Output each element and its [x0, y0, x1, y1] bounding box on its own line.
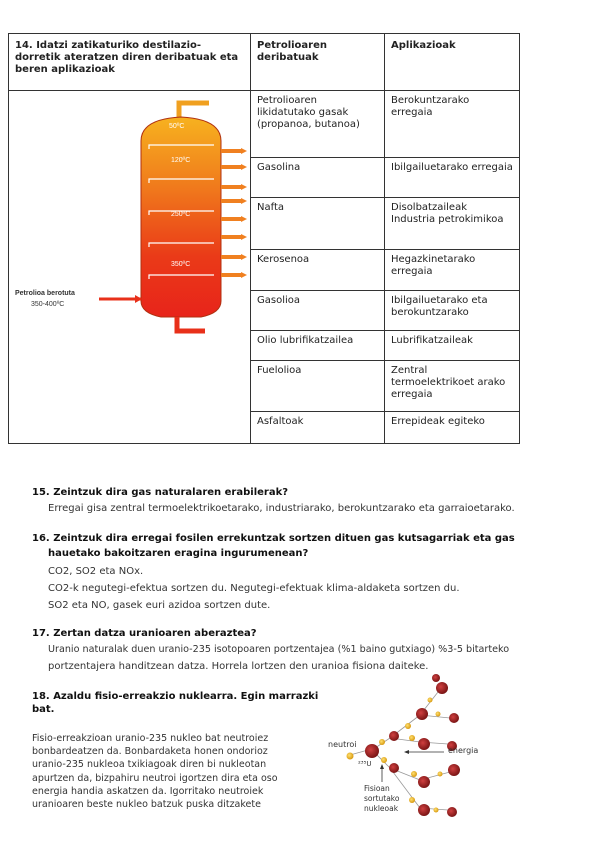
energy-label: energia [448, 746, 479, 755]
question-18-line-2: bat. [32, 704, 55, 715]
question-16-line-2: hauetako bakoitzaren eragina ingurumenean? [48, 548, 309, 559]
question-17: 17. Zertan datza uranioaren aberaztea? [32, 628, 257, 639]
derivative-cell: Gasolina [251, 157, 385, 197]
temp-label-2: 120ºC [171, 157, 191, 164]
header-derivatives: Petrolioaren deribatuak [251, 34, 385, 91]
header-applications: Aplikazioak [385, 34, 520, 91]
answer-18-line: bonbardeatzen da. Bonbardaketa honen ondorioz [32, 746, 268, 758]
derivative-cell: Nafta [251, 197, 385, 249]
answer-15: Erregai gisa zentral termoelektrikoetarako, industriarako, berokuntzarako eta garraioetarako. [48, 503, 515, 514]
bottom-pipe [177, 317, 205, 331]
temp-label-3: 250ºC [171, 211, 191, 218]
fragments-label-line: sortutako [364, 794, 400, 803]
fragments-arrow-head [380, 764, 384, 769]
feed-label: Petrolioa berotuta [15, 290, 75, 297]
application-cell: Errepideak egiteko [385, 411, 520, 443]
temp-label-1: 50ºC [169, 123, 185, 130]
answer-16-line-3: SO2 eta NO, gasek euri azidoa sortzen dute. [48, 600, 271, 611]
energy-arrow-head [404, 750, 409, 754]
question-16-line-1: 16. Zeintzuk dira erregai fosilen errekuntzak sortzen dituen gas kutsagarriak eta gas [32, 533, 515, 544]
top-pipe [179, 103, 209, 119]
answer-17-line-2: portzentajera handitzean datza. Horrela lortzen den uranioa fisiona daiteke. [48, 661, 429, 672]
fragments-label-line: Fisioan [364, 784, 390, 793]
application-cell: Lubrifikatzaileak [385, 330, 520, 360]
table-header-row [9, 34, 520, 91]
derivative-cell: Olio lubrifikatzailea [251, 330, 385, 360]
feed-temp-label: 350-400ºC [31, 301, 65, 308]
answer-18 [32, 732, 278, 811]
answer-18-line: uranio-235 nukleoa txikiagoak diren bi nukleotan [32, 759, 267, 771]
fragments-label [364, 784, 399, 814]
outlet-pipes [221, 151, 241, 275]
application-cell: Zentral termoelektrikoet arako erregaia [385, 361, 520, 411]
answer-17-line-1: Uranio naturalak duen uranio-235 isotopoaren portzentajea (%1 baino gutxiago) %3-5 bitarteko [48, 644, 510, 655]
application-cell: Hegazkinetarako erregaia [385, 250, 520, 290]
application-cell: Ibilgailuetarako eta berokuntzarako [385, 290, 520, 330]
uranium-label: ²³⁵U [358, 760, 372, 768]
application-cell: Disolbatzaileak Industria petrokimikoa [385, 197, 520, 249]
derivative-cell: Fuelolioa [251, 361, 385, 411]
answer-18-line: apurtzen da, bizpahiru neutroi igortzen dira eta oso [32, 772, 278, 784]
table-row [9, 91, 520, 158]
answer-16-line-2: CO2-k negutegi-efektua sortzen du. Negutegi-efektuak klima-aldaketa sortzen du. [48, 583, 460, 594]
derivative-cell: Kerosenoa [251, 250, 385, 290]
derivatives-table [8, 33, 520, 444]
question-15: 15. Zeintzuk dira gas naturalaren erabilerak? [32, 487, 289, 498]
distillation-column-diagram [9, 91, 249, 443]
question-14: 14. Idatzi zatikaturiko destilazio-dorretik ateratzen diren deribatuak eta beren aplikazioak [9, 34, 251, 91]
question-18-line-1: 18. Azaldu fisio-erreakzio nuklearra. Egin marrazki [32, 691, 319, 702]
answer-16-line-1: CO2, SO2 eta NOx. [48, 566, 144, 577]
temp-label-4: 350ºC [171, 261, 191, 268]
application-cell: Berokuntzarako erregaia [385, 91, 520, 158]
fragments-label-line: nukleoak [364, 804, 399, 813]
neutron-label: neutroi [328, 740, 357, 749]
answer-18-line: uranioaren beste nukleo batzuk puska ditzakete [32, 799, 261, 811]
derivative-cell: Gasolioa [251, 290, 385, 330]
fission-diagram [320, 670, 580, 840]
answer-18-line: Fisio-erreakzioan uranio-235 nukleo bat neutroiez [32, 733, 269, 744]
derivative-cell: Asfaltoak [251, 411, 385, 443]
derivative-cell: Petrolioaren likidatutako gasak (propanoa, butanoa) [251, 91, 385, 158]
answer-18-line: energia handia askatzen da. Igorritako neutroiek [32, 785, 264, 797]
distillation-column-cell [9, 91, 251, 444]
outlet-arrows [241, 148, 247, 278]
application-cell: Ibilgailuetarako erregaia [385, 157, 520, 197]
